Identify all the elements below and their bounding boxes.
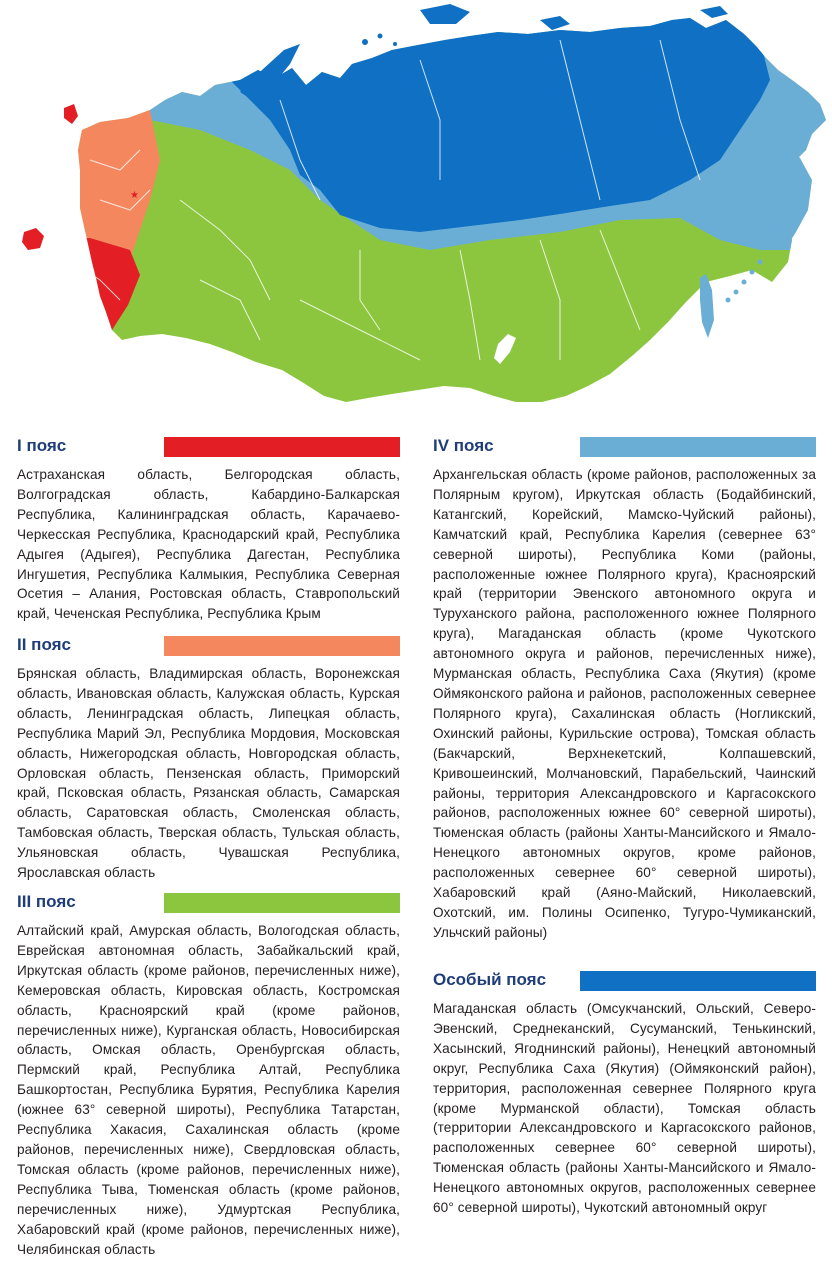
severnaya-zemlya-island (420, 4, 470, 24)
belt-2-section (17, 632, 400, 883)
special-belt-color-bar (580, 971, 816, 991)
belt-4-color-bar (580, 437, 816, 457)
crimea-region (22, 228, 44, 250)
arctic-islet-2 (378, 34, 383, 39)
belt-2-title: II пояс (17, 635, 71, 654)
belt-1-regions-text: Астраханская область, Белгородская область, Волгоградская область, Кабардино-Балкарская Республика, Калининградская область, Карачаево-Черкесская Республика, Краснодарский край, Республика Адыгея (Адыгея), Республика Дагестан, Республика Ингушетия, Республика Калмыкия, Республика Северная Осетия – Алания, Ростовская область, Ставропольский край, Чеченская Республика, Республика Крым (17, 467, 400, 622)
belt-1-color-bar (164, 437, 400, 457)
special-belt-regions-text: Магаданская область (Омсукчанский, Ольский, Северо-Эвенский, Среднеканский, Сусуманский, Тенькинский, Хасынский, Ягоднинский районы), Ненецкий автономный округ, Республика Саха (Якутия) (Оймяконский район), территория, расположенная севернее Полярного круга (кроме Мурманской области), Томская область (территории Александровского и Каргасокского районов, расположенных севернее 60° северной широты), Тюменская область (районы Ханты-Мансийского и Ямало-Ненецкого автономных округов, расположенных севернее 60° северной широты), Чукотский автономный округ (433, 1001, 816, 1216)
kaliningrad-region (64, 104, 78, 124)
wrangel-island (700, 6, 728, 18)
belt-2-header (17, 632, 400, 658)
belt-4-header (433, 433, 816, 459)
belt-1-title: I пояс (17, 436, 67, 455)
belt-2-color-bar (164, 636, 400, 656)
belt-4-regions-text: Архангельская область (кроме районов, расположенных за Полярным кругом), Иркутская область (Бодайбинский, Катангский, Корейский, Мамско-Чуйский районы), Камчатский край, Республика Карелия (севернее 63° северной широты), Республика Коми (районы, расположенные южнее Полярного круга), Красноярский край (территории Эвенского автономного округа и Туруханского района, расположенного южнее Полярного круга), Магаданская область (кроме Чукотского автономного округа и районов, перечисленных ниже), Мурманская область, Республика Саха (Якутия) (кроме Оймяконского района и районов, расположенных севернее Полярного круга), Сахалинская область (Ногликский, Охинский районы, Курильские острова), Томская область (Бакчарский, Верхнекетский, Колпашевский, Кривошеинский, Молчановский, Парабельский, Чаинский районы, территория Александровского и Каргасокского районов, расположенных южнее 60° северной широты), Тюменская область (районы Ханты-Мансийского и Ямало-Ненецкого автономных округов, кроме районов, расположенных севернее 60° северной широты), Хабаровский край (Аяно-Майский, Николаевский, Охотский, им. Полины Осипенко, Тугуро-Чумиканский, Ульчский районы) (433, 467, 816, 940)
arctic-islet-3 (393, 42, 397, 46)
belt-3-section (17, 889, 400, 1259)
belt-2-region-primorye (676, 340, 720, 412)
special-belt-section (433, 967, 816, 1218)
belt-3-header (17, 889, 400, 915)
climate-belt-map (0, 0, 832, 412)
russia-map-svg (0, 0, 832, 412)
special-belt-title: Особый пояс (433, 970, 547, 989)
special-belt-header (433, 967, 816, 993)
new-siberian-islands (540, 16, 570, 30)
belt-1-header (17, 433, 400, 459)
belt-2-regions-text: Брянская область, Владимирская область, Воронежская область, Ивановская область, Калужская область, Курская область, Ленинградская область, Липецкая область, Республика Марий Эл, Республика Мордовия, Московская область, Нижегородская область, Новгородская область, Орловская область, Пензенская область, Приморский край, Псковская область, Рязанская область, Самарская область, Саратовская область, Смоленская область, Тамбовская область, Тверская область, Тульская область, Ульяновская область, Чувашская Республика, Ярославская область (17, 666, 400, 881)
belt-1-section (17, 433, 400, 624)
belt-3-regions-text: Алтайский край, Амурская область, Вологодская область, Еврейская автономная область, Забайкальский край, Иркутская область (кроме районов, перечисленных ниже), Кемеровская область, Кировская область, Костромская область, Красноярский край (кроме районов, перечисленных ниже), Курганская область, Новосибирская область, Омская область, Оренбургская область, Пермский край, Республика Алтай, Республика Башкортостан, Республика Бурятия, Республика Карелия (южнее 63° северной широты), Республика Татарстан, Республика Хакасия, Сахалинская область (кроме районов, перечисленных ниже), Свердловская область, Томская область (кроме районов, перечисленных ниже), Республика Тыва, Тюменская область (кроме районов, перечисленных ниже), Удмуртская Республика, Хабаровский край (кроме районов, перечисленных ниже), Челябинская область (17, 923, 400, 1257)
sakhalin-region (700, 274, 714, 338)
belt-3-title: III пояс (17, 892, 76, 911)
belt-4-title: IV пояс (433, 436, 494, 455)
arctic-islet-1 (362, 39, 368, 45)
belt-4-section (433, 433, 816, 943)
moscow-star-icon: ★ (130, 190, 139, 201)
belt-3-color-bar (164, 893, 400, 913)
